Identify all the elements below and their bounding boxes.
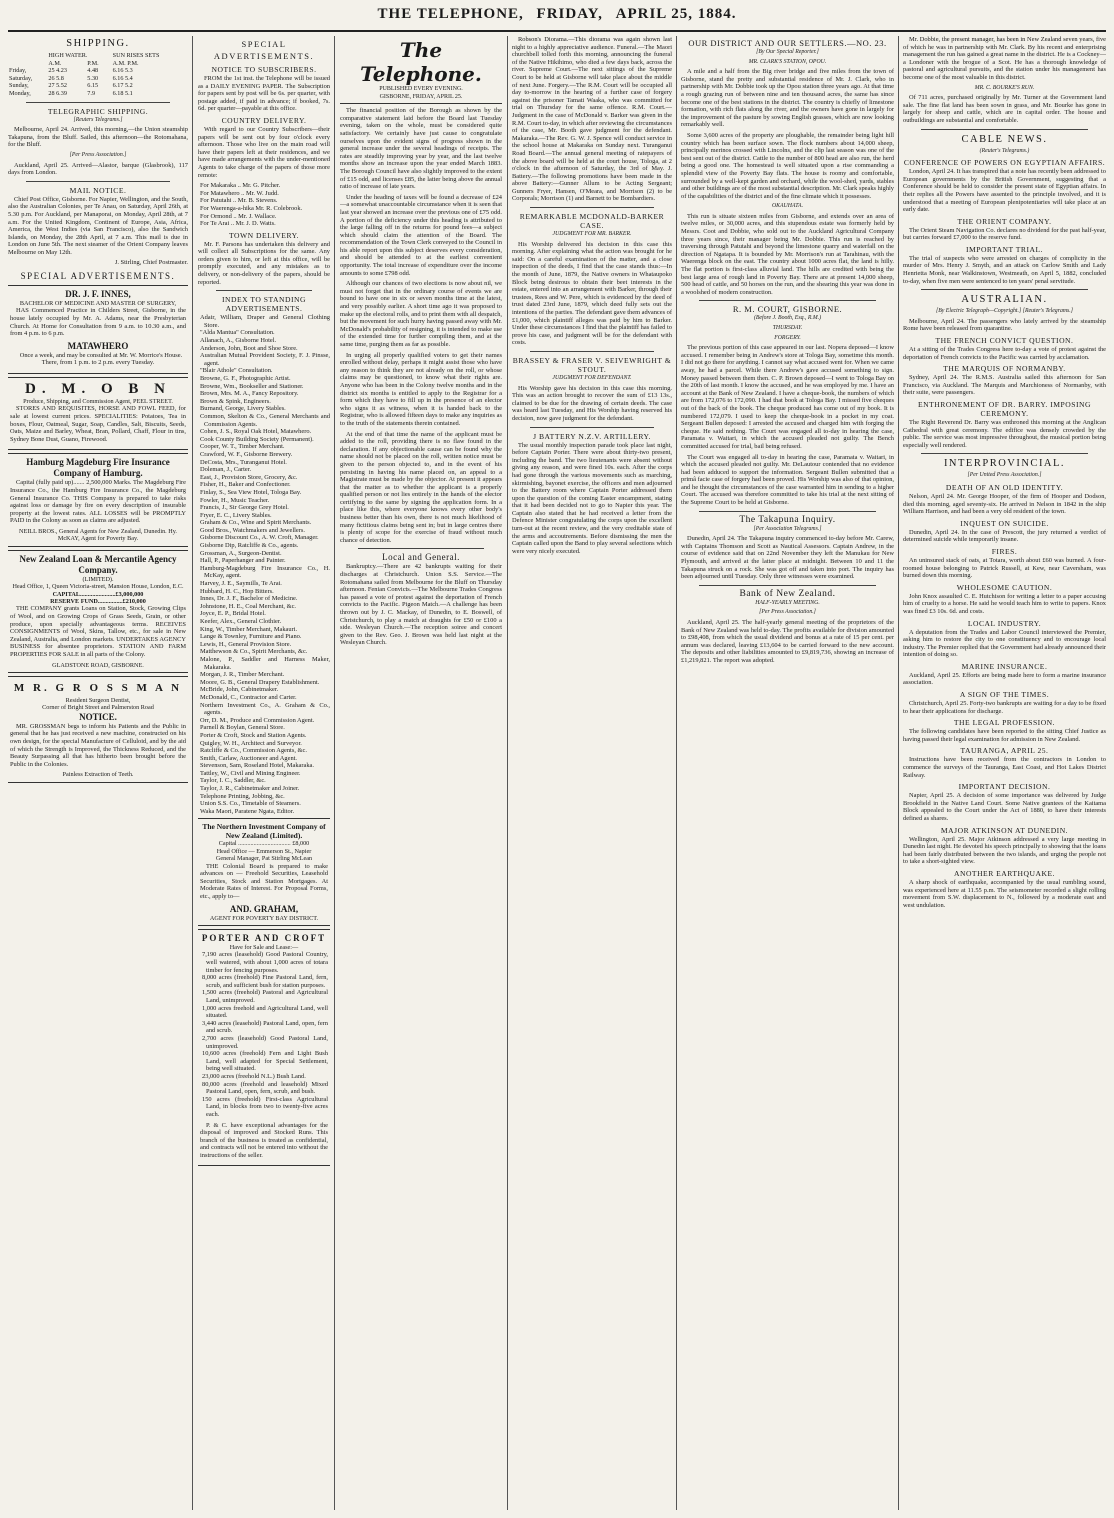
- northern-manager: General Manager, Pat Stirling McLean: [215, 855, 313, 863]
- local-general-heading: Local and General.: [382, 552, 460, 563]
- loan-advertisement: [8, 550, 188, 673]
- northern-capital: Capital .................................. £8,000: [218, 840, 310, 848]
- graham-name: AND. GRAHAM,: [229, 903, 299, 914]
- rm-court-heading: R. M. COURT, GISBORNE.: [732, 304, 843, 315]
- list-item: Waka Maori, Paratene Ngata, Editor.: [200, 807, 295, 815]
- column-6: [903, 36, 1106, 1510]
- list-item: Francis, J., Sir George Grey Hotel.: [200, 504, 289, 512]
- battery-heading: J BATTERY N.Z.V. ARTILLERY.: [533, 431, 651, 441]
- column-2: [198, 36, 330, 1510]
- battery-text: The usual monthly inspection parade took place last night, before Captain Porter. There were about thirty-two present, including the band. The two lieutenants were absent without giving any reason, and were fined 10s. each. After the corps had gone through the various movements such as marching, skirmishing, bayonet exercise, the officers and men adjourned to the Battery room where Captain Porter addressed them upon the question of the coming Easter encampment, stating that it had been decided not to go to Napier this year. The Captain also stated that he had received a letter from the Defence Minister congratulating the corps upon the excellent turn-out at the recent review, and the very creditable state of the arms and accoutrements. Before dismissing the men the Captain called upon the Band to play several selections which were very nicely executed.: [512, 441, 672, 555]
- bank-heading: Bank of New Zealand.: [739, 588, 836, 599]
- town-delivery-heading: TOWN DELIVERY.: [229, 230, 299, 240]
- porter-croft-subtitle: Have for Sale and Lease:—: [229, 944, 299, 952]
- divider: [26, 102, 170, 103]
- committal-text: The Court was engaged all to-day in hearing the case, Paramata v. Waitari, in which the accused pleaded not guilty. Mr. DeLautour contended that no evidence had been adduced to support the information. Sergeant Bullen submitted that a primâ facie case of forgery had been proved. His Worship was also of that opinion, and he thought the circumstances of the case warranted him in sending to a higher Court. The accused was therefore committed to take his trial at the next sitting of the Supreme Court to be held at Gisborne.: [681, 453, 894, 507]
- list-item: Taylor, J. R., Cabinetmaker and Joiner.: [200, 785, 300, 793]
- masthead-paper-name: THE TELEPHONE,: [377, 6, 524, 22]
- divider: [699, 585, 876, 586]
- loan-heading: New Zealand Loan & Mercantile Agency Company.: [19, 553, 177, 575]
- tide-header-cell: [8, 52, 47, 60]
- atkinson-heading: MAJOR ATKINSON AT DUNEDIN.: [940, 825, 1069, 835]
- innes-advertisement: [8, 285, 188, 374]
- bank-text: Auckland, April 25. The half-yearly general meeting of the proprietors of the Bank of New Zealand was held to-day. The profits available for division amounted to £98,408, from which the usual dividend and bonus at a rate of 15 per cent. per annum was declared, leaving £13,604 to be carried forward to the new account. The deposits and other liabilities amounted to £9,819,736, showing an increase of £1,219,821. The report was adopted.: [681, 619, 894, 664]
- list-item: Ratcliffe & Co., Commission Agents, &c.: [200, 747, 307, 755]
- list-item: Moore, G. B., General Drapery Establishment.: [200, 678, 320, 686]
- column-rule: [334, 36, 335, 1510]
- article-paragraph: At the end of that time the name of the applicant must be added to the roll, providing there is no flaw found in the declaration. If any objectionable cause can be found why the name should not be placed on the roll, written notice must be given to the person objected to, and in the event of his persisting in having his name placed on, an appeal to a Magistrate must be made by the objector. At present it appears that the matter as to whether the applicant is a properly qualified person or not lies entirely in the hands of the elector certifying to the same by signing the application form. In a place like this, where everyone knows every other body's business better than his own, there is not much likelihood of many fictitious claims being sent in; but in large centres there is plenty of scope for the exercise of fraud without much chance of detection.: [340, 430, 502, 544]
- tide-header-row: [8, 52, 188, 60]
- suicide-heading: INQUEST ON SUICIDE.: [960, 518, 1049, 528]
- french-text: At a sitting of the Trades Congress here to-day a vote of protest against the deportation of French convicts to the Pacific was carried by acclamation.: [903, 346, 1106, 361]
- earthquake-heading: ANOTHER EARTHQUAKE.: [953, 868, 1055, 878]
- tide-pm: 5.30: [87, 74, 99, 82]
- takapuna-text: Dunedin, April 24. The Takapuna inquiry commenced to-day before Mr. Carew, with Captains Thomson and Scott as Nautical Assessors. Captain Andrew, in the course of evidence said that on 22nd November they left the Manukau for New Plymouth, and arrived at the latter place at midnight. Between 10 and 11 the Takapuna struck on a rock. She was got off and taken into port. The inquiry has been adjourned until Tuesday. Only three witnesses were examined.: [681, 535, 894, 581]
- list-item: Gisborne Dip, Ratcliffe & Co., agents.: [200, 542, 299, 550]
- industry-text: A deputation from the Trades and Labor Council interviewed the Premier, asking him to restore the city to one constituency and to encourage local industry. The Premier replied that the Government had already announced their intention of doing so.: [903, 628, 1106, 659]
- tide-am-value: 4.23: [56, 67, 67, 75]
- list-item: Keefer, Alex., General Clothier.: [200, 618, 282, 625]
- list-item: Telephone Printing, Jobbing, &c.: [200, 792, 285, 800]
- list-item: Browne, Wm., Bookseller and Stationer.: [200, 382, 304, 390]
- grossman-name: M R. G R O S S M A N: [13, 681, 183, 694]
- identity-heading: DEATH OF AN OLD IDENTITY.: [945, 482, 1064, 492]
- tide-subheader-cell: A.M. P.M.: [112, 59, 139, 67]
- list-item: Lange & Townley, Furniture and Piano.: [200, 633, 302, 641]
- tide-am-value: 5.8: [56, 74, 64, 82]
- list-item: 150 acres (freehold) First-class Agricultural Land, in blocks from two to twenty-five acres each.: [202, 1095, 328, 1118]
- dateline: GISBORNE, FRIDAY, APRIL 25.: [379, 93, 463, 100]
- published-line: PUBLISHED EVERY EVENING.: [379, 86, 463, 92]
- porter-croft-footer: P. & C. have exceptional advantages for the disposal of improved and Stocked Runs. This branch of the business is treated as confidential, and contracts will not be entered into without the instructions of the seller.: [200, 1121, 328, 1159]
- tide-sun: 6.16 5.3: [112, 67, 133, 75]
- list-item: 7,190 acres (leasehold) Good Pastoral Country, well watered, with about 1,000 acres of totara timber for fencing purposes.: [202, 951, 328, 974]
- dobbie-text: Mr. Dobbie, the present manager, has been in New Zealand seven years, five of which he was in partnership with Mr. Clark. By his recent and enterprising management the run has gained a great name in the district. He is a Cockney—a Londoner with the brogue of a Scot. He has a thorough knowledge of pastoral and agricultural pursuits, and the station under his management has become one of the most valuable in this district.: [903, 36, 1106, 81]
- tide-sun: 6.17 5.2: [112, 82, 133, 90]
- list-item: 8,000 acres (freehold) Fine Pastoral Land, fern, scrub, and sufficient bush for station purposes.: [202, 974, 328, 989]
- grossman-notice: NOTICE.: [79, 711, 117, 722]
- district-heading: OUR DISTRICT AND OUR SETTLERS.—NO. 23.: [688, 38, 887, 48]
- agent-list: [198, 182, 330, 228]
- divider: [530, 427, 654, 428]
- tide-table: [8, 52, 188, 98]
- fires-text: An uninsured stack of oats, at Totara, worth about £60 was burned. A four-roomed house belonging to Patrick Russell, at Kew, near Caversham, was burned down this morning.: [903, 556, 1106, 580]
- list-item: Malone, P., Saddler and Harness Maker, Makaraka.: [200, 655, 330, 671]
- loan-address: GLADSTONE ROAD, GISBORNE.: [52, 661, 144, 669]
- list-item: Graham & Co., Wine and Spirit Merchants.: [200, 519, 312, 527]
- brassey-case-heading: BRASSEY & FRASER V. SEIVEWRIGHT & STOUT.: [512, 355, 672, 374]
- mcdonald-case-heading: REMARKABLE MCDONALD-BARKER CASE.: [519, 212, 665, 231]
- graham-subtitle: AGENT FOR POVERTY BAY DISTRICT.: [209, 914, 319, 922]
- list-item: Porter & Croft, Stock and Station Agents.: [200, 731, 307, 739]
- bourke-text: Of 711 acres, purchased originally by Mr. Turner at the Government land sale. The fine flat land has been sown in grass, and Mr. Bourke has gone in largely for sheep and cattle, which are in capital order. The house and outbuildings are substantial and comfortable.: [903, 94, 1106, 124]
- article-paragraph: Under the heading of taxes will be found a decrease of £24—a somewhat unaccountable circumstance when it is seen that last year showed an increase over the previous one of £75 odd. A portion of the deficiency under this heading is attributed to the large falling off in the returns for pound fees—a subject which should claim the attention of the Board. The recommendation of the Town Clerk conveyed to the Council in his able report upon this subject deserves every consideration, and should be attended to at the earliest convenient opportunity. The total increase of expenditure over the income amounts to some £798 odd.: [340, 193, 502, 277]
- list-item: Cook County Building Society (Permanent).: [200, 435, 314, 443]
- list-item: Orr, D. M., Produce and Commission Agent.: [200, 716, 315, 724]
- list-item: Crawford, W. F., Gisborne Brewery.: [200, 450, 293, 458]
- conference-text: London, April 24. It has transpired that a note has recently been addressed to European governments by the British Government, suggesting that a Conference should be held to consider the present state of Egyptian affairs. In their replies all the Powers have assented to the principle involved, and it is understood that a meeting of European plenipotentiaries will take place at an early date.: [903, 168, 1106, 214]
- rm-court-text: The previous portion of this case appeared in our last. Nopera deposed—I know accused. I remember being in Andrew's store at Tologa Bay, sometime this month. I did not go there for anything. I cannot say what accused went for. When we came away, he had a parcel. While there Andrew's gave accused something to sign. Money passed between them then. C. P. Brown deposed—I went to Tologa Bay on the 20th of last month. I know the accused, and he was employed by me. I have an account at the Bank of New Zealand. I have a cheque-book, the numbers of which are from 172,076 to 172,090. I had that book at Tologa Bay. I missed five cheques out of the back of the book. The cheque produced has come out of my book. It is numbered 172,079. I used to keep the cheque-book in a pocket in my coat. Sergeant Bullen deposed: I arrested the accused and charged him with forging the cheque. He said nothing. The Court was engaged all to-day in hearing the case, Paramata v. Waitari, in which the accused pleaded not guilty. The Bench committed accused for trial, bail being refused.: [681, 344, 894, 450]
- loan-capital: CAPITAL.......................£3,000,000: [52, 590, 144, 598]
- list-item: Morgan, J. R., Timber Merchant.: [200, 671, 285, 679]
- decision-text: Napier, April 25. A decision of some importance was delivered by Judge Brookfield in the Native Land Court. Some Native grantees of the Kaitama Block appealed to the Court under the Act of 1880, to have their interests defined as shares.: [903, 792, 1106, 822]
- list-item: 80,000 acres (freehold and leasehold) Mixed Pastoral Land, open, fern, scrub, and bush.: [202, 1080, 328, 1096]
- divider: [921, 129, 1088, 130]
- list-item: Union S.S. Co., Timetable of Steamers.: [200, 800, 301, 808]
- local-general-text: Bankruptcy.—There are 42 bankrupts waiting for their discharges at Christchurch. Union S.S. Service.—The Rotomahana sailed from Melbourne for the Bluff on Thursday afternoon. Fenian Convicts.—The Melbourne Trades Congress has passed a vote of protest against the deportation of French convicts to the Pacific. Pigeon Match.—A challenge has been thrown out by J. C. Mackay, of Dunedin, to E. Boswell, of Christchurch, to play a match at draughts for £50 or £100 a side. Wesleyan Church.—The reception soiree and concert given to the Rev. Geo. J. Brown was held last night at the Wesleyan Church.: [340, 563, 502, 647]
- orient-heading: THE ORIENT COMPANY.: [957, 216, 1052, 226]
- local-notes-text: Robson's Diorama.—This diorama was again shown last night to a highly appreciative audience. Funeral.—The Maori churchbell tolled forth this morning, announcing the funeral of the Native Hikihimo, who died a few days back, across the river. Supreme Court.—The next sittings of the Supreme Court to be held at Gisborne will take place about the middle of next June. Forgery.—The R.M. Court will be occupied all day to-morrow in the hearing of a further case of forgery against the prisoner Tamati Waaka, who was committed for trial on Thursday for the same offence. R.M. Court.—Judgment in the case of McDonald v. Barker was given in the R.M. Court to-day, in which after reviewing the circumstances of the case, Mr. Booth gave judgment for the defendant. Makaraka.—The Rev. G. W. J. Spence will conduct service in the school house at Makaraka on Sunday next. Turanganui Road Board.—The annual general meeting of ratepayers of the above board will be held at the court house, Tologa, at 2 o'clock in the afternoon of Saturday, the 3rd of May. J. Battery.—The following promotions have been made in the above Battery:—Gunner Allum to be Acting Sergeant; Gunners Fryer, Hansen, O'Meara, and Morrison (2) to be Corporals; Morrison (1) and Barnett to be Bombardiers.: [512, 36, 672, 203]
- list-item: Gisborne Discount Co., A. W. Croft, Manager.: [200, 534, 319, 542]
- list-item: For Ormond .. Mr. J. Wallace.: [200, 212, 277, 220]
- painless-extraction: Painless Extraction of Teeth.: [62, 771, 134, 779]
- times-text: Christchurch, April 25. Forty-two bankrupts are waiting for a day to be fixed to hear their applications for discharge.: [903, 700, 1106, 715]
- list-item: Smith, Carlaw, Auctioneer and Agent.: [200, 754, 298, 762]
- list-item: King, W., Timber Merchant, Makauri.: [200, 625, 298, 633]
- list-item: Hubbard, H. C., Hop Bitters.: [200, 587, 274, 595]
- list-item: 1,000 acres freehold and Agricultural Land, well situated.: [202, 1004, 328, 1020]
- mail-notice-text: Chief Post Office, Gisborne. For Napier, Wellington, and the South, also the Australian Colonies, per Te Anau, on Saturday, April 26th, at 5.30 p.m. For Auckland, per Manaporai, on Monday, April 28th, at 7 a.m. For the United Kingdom, Continent of Europe, Asia, Africa, America, the West Indies (via San Francisco), also the Sandwich Islands, on Monday, the 28th April, at 7 a.m. This mail is due in London on June 5th. The next steamer of the Orient Company leaves Melbourne on May 12th.: [8, 195, 188, 256]
- list-item: DeCosta, Mrs., Turanganui Hotel.: [200, 458, 287, 466]
- barry-text: The Right Reverend Dr. Barry was enthroned this morning at the Anglican Cathedral with great ceremony. The edifice was densely crowded by the public. The service was most impressive throughout, the musical portion being especially well rendered.: [903, 419, 1106, 449]
- list-item: 23,000 acres (freehold N.L.) Bush Land.: [202, 1072, 306, 1080]
- tide-am: [47, 90, 86, 98]
- list-item: Grossman, A., Surgeon-Dentist.: [200, 549, 282, 557]
- takapuna-source: [Per Association Telegrams.]: [753, 525, 822, 532]
- rm-court-day: THURSDAY.: [772, 325, 803, 331]
- list-item: "Alda Mantua" Consultation.: [200, 329, 275, 337]
- grossman-text: MR. GROSSMAN begs to inform his Patients and the Public in general that he has just received a new machine, constructed on his own design, for the special Manufacture of Celluloid, and by the aid of which the Strength is Improved, the Thickness Reduced, and the Beauty Surpassing all that has hitherto been brought before the Public in the Colonies.: [10, 722, 186, 768]
- brassey-case-subheading: JUDGMENT FOR DEFENDANT.: [552, 374, 632, 381]
- brassey-case-text: His Worship gave his decision in this case this morning. This was an action brought to recover the sum of £13 13s., claimed to be due for the drawing of certain deeds. The case was heard last Tuesday, and His Worship having reserved his decision, now gave judgment for the defendant.: [512, 384, 672, 422]
- column-5: [681, 36, 894, 1510]
- divider: [530, 207, 654, 208]
- divider: [530, 351, 654, 352]
- tide-date: 27: [48, 82, 55, 90]
- press-source: [Per Press Association.]: [69, 151, 127, 158]
- tide-am: [47, 82, 86, 90]
- column-1: [8, 36, 188, 1510]
- special-ads-heading: SPECIAL ADVERTISEMENTS.: [213, 39, 315, 61]
- list-item: Brown, Mrs. M. A., Fancy Repository.: [200, 390, 299, 398]
- french-heading: THE FRENCH CONVICT QUESTION.: [935, 336, 1074, 346]
- tide-day: Friday,: [9, 67, 27, 75]
- hamburg-heading: Hamburg Magdeburg Fire Insurance Company of Hamburg.: [26, 457, 170, 479]
- grossman-address: Corner of Bright Street and Palmerston Road: [42, 704, 154, 712]
- list-item: Brown & Spink, Engineers.: [200, 397, 271, 405]
- loan-reserve: RESERVE FUND................£210,000: [50, 598, 146, 605]
- orr-text: STORES AND REQUISITES, HORSE AND FOWL FEED, for sale at lowest current prices. SPECIALITIES: Potatoes, Tea in boxes, Flour, Oatmeal, Sugar, Soap, Candles, Salt, Biscuits, Seeds, Oats, Maize and Barley, Wheat, Bran, Pollard, Chaff, Flour in tins, Sydney Bone Dust, Guano, Firewood.: [10, 405, 186, 443]
- tide-row: [8, 90, 188, 98]
- list-item: 10,600 acres (freehold) Fern and Light Bush Land, well adapted for Special Settlement, being well situated.: [202, 1050, 328, 1073]
- divider: [358, 548, 484, 549]
- bourke-heading: MR. C. BOURKE'S RUN.: [974, 84, 1035, 91]
- leading-article: [340, 107, 502, 544]
- list-item: For Makaraka .. Mr. G. Pitcher.: [200, 182, 281, 190]
- bank-source: [Per Press Association.]: [759, 609, 816, 616]
- newspaper-nameplate: The Telephone.: [360, 38, 482, 86]
- article-paragraph: In urging all properly qualified voters to get their names enrolled without delay, perhaps it might assist those who have any reason to think they are not already on the roll, or whose claims may be questioned, to know what their rights are. Anyone who has been in the Colony twelve months and in the district six months is entitled to apply to the Registrar for a form which they have to fill up in the presence of an elector who signs it as witness, when it is handed back to the Registrar, who is allowed fifteen days to make any inquiries as to the truth of the statements therein contained.: [340, 351, 502, 427]
- legal-heading: THE LEGAL PROFESSION.: [953, 718, 1056, 728]
- tide-header-cell: SUN RISES SETS: [112, 52, 160, 59]
- northern-heading: The Northern Investment Company of New Zealand (Limited).: [202, 822, 326, 841]
- telegraphic-text: Melbourne, April 24. Arrived, this morning,—the Union steamship Takapuna, from the Bluff. Sailed, this afternoon—the Rotomahana, for the Bluff.: [8, 126, 188, 149]
- mail-notice-heading: MAIL NOTICE.: [69, 185, 127, 195]
- normanby-text: Sydney, April 24. The R.M.S. Australia sailed this afternoon for San Francisco, via Auckland. The Marquis and Marchioness of Normanby, with their suite, were passengers.: [903, 374, 1106, 397]
- column-rule: [676, 36, 677, 1510]
- list-item: Johnstone, H. E., Coal Merchant, &c.: [200, 602, 297, 610]
- loan-text: THE COMPANY grants Loans on Station, Stock, Growing Clips of Wool, and on Growing Crops of Grass Seeds, Grain, or other produce, upon specially advantageous terms. RECEIVES CONSIGNMENTS of Wool, Skins, Tallow, etc., for sale in New Zealand, Australia, and London markets. UNDERTAKES AGENCY BUSINESS for absentee proprietors. STATION AND FARM PROPERTIES FOR SALE in all parts of the Colony.: [10, 605, 186, 658]
- list-item: McBride, John, Cabinetmaker.: [200, 686, 279, 694]
- northern-text: THE Colonial Board is prepared to make advances on — Freehold Securities, Leasehold Securities, Stock and Station Mortgages. At Moderate Rates of Interest. For Proposal Forms, etc., apply to—: [200, 862, 328, 901]
- list-item: McDonald, C., Contractor and Carter.: [200, 693, 297, 701]
- column-rule: [507, 36, 508, 1510]
- list-item: Joyce, E. P., Bridal Hotel.: [200, 610, 266, 618]
- suicide-text: Dunedin, April 24. In the case of Prescott, the jury returned a verdict of determined suicide while temporarily insane.: [903, 528, 1106, 544]
- list-item: Adair, William, Draper and General Clothing Store.: [200, 314, 330, 329]
- list-item: Anderson, John, Boot and Shoe Store.: [200, 344, 298, 352]
- marine-text: Auckland, April 25. Efforts are being made here to form a marine insurance association.: [903, 671, 1106, 687]
- australian-heading: AUSTRALIAN.: [961, 294, 1048, 306]
- column-rule: [192, 36, 193, 1510]
- tide-am: [47, 75, 86, 83]
- list-item: Common, Skelton & Co., General Merchants and Commission Agents.: [200, 412, 330, 428]
- list-item: Quigley, W. H., Architect and Surveyor.: [200, 739, 302, 747]
- loan-limited: (LIMITED).: [82, 575, 114, 583]
- masthead-date: APRIL 25, 1884.: [615, 6, 737, 22]
- loan-office: Head Office, 1, Queen Victoria-street, Mansion House, London, E.C.: [12, 583, 184, 591]
- porter-croft-heading: PORTER AND CROFT: [201, 933, 327, 944]
- list-item: 3,440 acres (leasehold) Pastoral Land, open, fern and scrub.: [202, 1019, 328, 1035]
- tide-row: [8, 82, 188, 90]
- orr-subtitle: Produce, Shipping, and Commission Agent, PEEL STREET.: [23, 398, 173, 406]
- clark-station-text: A mile and a half from the Big river bridge and five miles from the town of Gisborne, stand the pretty and substantial residence of Mr. J. Clark, who in partnership with Mr. Dobbie took up the Opou station three years ago. At that time a rough grazing run of between nine and ten thousand acres, the same has since become one of the best stations in the district. The country is chiefly of limestone formation, with rich flats along the river, and the owners have gone in largely for the improvement of the pasture by sowing English grasses, which are now looking remarkably well.: [681, 68, 894, 129]
- list-item: Fowler, H., Music Teacher.: [200, 496, 270, 504]
- tide-day: Saturday,: [9, 74, 33, 82]
- list-item: 2,700 acres (leasehold) Good Pastoral Land, unimproved.: [202, 1034, 328, 1050]
- orr-advertisement: [8, 377, 188, 450]
- list-item: Innes, Dr. J. F., Bachelor of Medicine.: [200, 595, 298, 603]
- list-item: Hamburg-Magdeburg Fire Insurance Co., H. McKay, agent.: [200, 564, 330, 580]
- article-paragraph: The financial position of the Borough as shown by the comparative statement laid before the Board last Tuesday evening, taken on the whole, must be considered quite satisfactory. We certainly have just cause to congratulate ourselves upon the evident signs of progress shown in the general increase under the several headings of receipts. The rates are steadily improving year by year, and the last twelve months show an increase upon the year ended March 1883. The Borough Council have also slightly improved to the extent of £15 odd, and licenses £85, the latter being above the annual ratio of increase of late years.: [340, 107, 502, 191]
- list-item: Stevenson, Sam, Roseland Hotel, Makaraka.: [200, 762, 314, 770]
- column-rule: [898, 36, 899, 1510]
- tide-subheader-cell: [8, 60, 47, 68]
- list-item: 1,500 acres (freehold) Pastoral and Agricultural Land, unimproved.: [202, 989, 328, 1004]
- clark-station-text-2: Some 3,600 acres of the property are ploughable, the remainder being light hill country which has been surface sown. The flock numbers about 14,000 sheep, principally merinos crossed with Lincolns, and the clip last season was one of the best sent out of the district. Cattle to the number of 800 head are also run, the herd being a good one. The homestead is well situated upon a rise commanding a splendid view of the Poverty Bay flats. The house is roomy and comfortable, surrounded by a well-kept garden and orchard, while the wool-shed, yards, stables and other buildings are of the most substantial description. Mr. Clark speaks highly of the capabilities of the district and of the fine climate which it possesses.: [681, 131, 894, 200]
- innes-degree: BACHELOR OF MEDICINE AND MASTER OF SURGERY,: [19, 300, 177, 308]
- decision-heading: IMPORTANT DECISION.: [958, 782, 1051, 792]
- marine-heading: MARINE INSURANCE.: [961, 661, 1048, 671]
- notice-subscribers-text: FROM the 1st inst. the Telephone will be issued as a DAILY EVENING PAPER. The Subscription for papers sent by post will be 6s. per quarter, with postage added, if paid in advance; if booked, 7s. 6d. per quarter—payable at this office.: [198, 75, 330, 113]
- press-text: Auckland, April 25. Arrived—Alastor, barque (Glasbrook), 117 days from London.: [8, 161, 188, 177]
- okauhata-text: This run is situate sixteen miles from Gisborne, and extends over an area of twelve miles, or 30,000 acres, and this stupendous estate was formerly held by Messrs. Coot and Dobbie, who sold out to the Auckland Agricultural Company three years since, their manager being Mr. Dobbie. This run is reached by traversing through Patutahi and beyond the limestone quarry and waterfall on the direction of Ngatapa. It is bounded by Mr. Morrison's run at Tarahinau, with the Waerenga block on the east. The country about 1000 acres flat, the land is hilly. The flat portion is first-class alluvial land. The hills are credited with being the best large area of rough land in Poverty Bay. There are at present 14,000 sheep, 500 head of cattle, and 50 horses on the run, and the shearing this year was done in a woolshed of modern construction.: [681, 212, 894, 296]
- northern-advertisement: [198, 818, 330, 926]
- tide-header-cell: HIGH WATER.: [48, 52, 88, 59]
- interprovincial-heading: INTERPROVINCIAL.: [943, 458, 1066, 470]
- list-item: Harvey, J. E., Saymills, Te Arai.: [200, 580, 282, 588]
- cable-news-heading: CABLE NEWS.: [961, 133, 1048, 145]
- list-item: For Patutahi .. Mr. B. Stevens.: [200, 197, 278, 205]
- orient-text: The Orient Steam Navigation Co. declares no dividend for the past half-year, but carries forward £7,000 to the reserve fund.: [903, 226, 1106, 242]
- tide-subheader-cell: P.M.: [87, 59, 99, 67]
- column-4: [512, 36, 672, 1510]
- rm-court-case: FORGERY.: [774, 334, 801, 341]
- tauranga-heading: TAURANGA, APRIL 25.: [960, 746, 1049, 756]
- list-item: Taylor, I. C., Saddler, &c.: [200, 777, 266, 785]
- list-item: Parnell & Boylan, General Store.: [200, 724, 285, 732]
- australian-text: Melbourne, April 24. The passengers who lately arrived by the steamship Rome have been released from quarantine.: [903, 317, 1106, 333]
- takapuna-heading: The Takapuna Inquiry.: [739, 514, 836, 525]
- mcdonald-case-subheading: JUDGMENT FOR MR. BARKER.: [552, 231, 632, 238]
- divider: [26, 181, 170, 182]
- tide-row: [8, 67, 188, 75]
- identity-text: Nelson, April 24. Mr. George Hooper, of the firm of Hooper and Dodson, died this morning, aged seventy-six. He arrived in Nelson in 1842 in the ship William Harrison, and had been a very old resident of the town.: [903, 492, 1106, 516]
- list-item: Finlay, S., Sea View Hotel, Tologa Bay.: [200, 488, 302, 496]
- tide-pm: 7.9: [87, 89, 96, 97]
- publication-notice: [340, 86, 502, 104]
- column-3: [340, 36, 502, 1510]
- divider: [216, 290, 312, 291]
- tide-day: Sunday,: [9, 82, 29, 90]
- telegraphic-shipping-heading: TELEGRAPHIC SHIPPING.: [47, 106, 149, 116]
- list-item: Burnand, George, Livery Stables.: [200, 405, 286, 413]
- tide-date: 25: [48, 67, 55, 75]
- masthead-day: FRIDAY,: [536, 6, 603, 22]
- mcdonald-case-text: His Worship delivered his decision in this case this morning. After explaining what the action was brought for he said: On a careful examination of the matter, and a close inspection of the deeds, I find that the case stands thus:—In the month of June, 1879, the Native owners in Whataupoko Block being desirous to obtain their beet interests in the estate, entered into an arrangement with Barker, through their trustees, Rees and W. Pere, which is evidenced by the deed of trust dated 23rd June, 1879, which deed fully sets out the intentions of the parties. The defendant gave them advances of £1,000, which plaintiff alleges was paid by him to Barker. Under these circumstances I find that the plaintiff has failed to prove his case, and judgment will be for the defendant with costs.: [512, 240, 672, 347]
- clark-station-heading: MR. CLARK'S STATION, OPOU.: [748, 58, 827, 65]
- rm-court-bench: (Before J. Booth, Esq., R.M.): [753, 315, 822, 322]
- grossman-advertisement: [8, 676, 188, 783]
- normanby-heading: THE MARQUIS OF NORMANBY.: [943, 364, 1066, 374]
- list-item: Fryer, E. C., Livery Stables.: [200, 511, 272, 519]
- shipping-heading: SHIPPING.: [66, 38, 130, 49]
- barry-heading: ENTHRONEMENT OF DR. BARRY. IMPOSING CEREMONY.: [918, 400, 1091, 418]
- country-delivery-heading: COUNTRY DELIVERY.: [221, 115, 307, 125]
- caution-heading: WHOLESOME CAUTION.: [956, 582, 1053, 592]
- index-list: [198, 314, 330, 815]
- list-item: For Matawhero .. Mr. W. Judd.: [200, 189, 279, 197]
- list-item: For Te Arai .. Mr. J. D. Watts.: [200, 220, 276, 228]
- tide-day: Monday,: [9, 89, 31, 97]
- list-item: Doleman, J., Carter.: [200, 466, 252, 474]
- trial-heading: IMPORTANT TRIAL.: [965, 244, 1044, 254]
- mail-notice-signature: J. Stirling, Chief Postmaster.: [114, 259, 188, 267]
- article-paragraph: Although our chances of two elections is now about nil, we must not forget that in the ordinary course of events we are bound to have one in six or seven months time at the latest, and very possibly earlier. A short time ago it was proposed to make up the electoral rolls, and to print them with all despatch, but the movement for such hurry having passed away with Mr. McDonald's probability of resigning, it is intended to make use of the extended time for further compiling them, and at the same time, purging them as far as possible.: [340, 280, 502, 348]
- tide-am-value: 5.52: [56, 82, 67, 90]
- northern-office: Head Office — Emmerson St., Napier: [216, 847, 312, 855]
- trial-text: The trial of suspects who were arrested on charges of complicity in the murder of Mrs. Henry J. Smyth, and an attack on Carlow Smith and Lady Henrietta Monk, near Walkinstown, Westmeath, on April 5, 1882, concluded to-day, when five men were sentenced to ten years' penal servitude.: [903, 254, 1106, 285]
- divider: [921, 289, 1088, 290]
- innes-text: HAS Commenced Practice in Childers Street, Gisborne, in the house lately occupied by Mr. A. Adams, near the Presbyterian Church. At Home for Consultation from 9 a.m. to 10.30 a.m., and from 4 p.m. to 6 p.m.: [10, 307, 186, 338]
- tide-sun: 6.18 5.1: [112, 89, 133, 97]
- matawhero-text: Once a week, and may be consulted at Mr. W. Morrice's House. There, from 1 p.m. to 2 p.m. every Tuesday.: [19, 351, 183, 367]
- industry-heading: LOCAL INDUSTRY.: [967, 618, 1042, 628]
- legal-text: The following candidates have been reported to the sitting Chief Justice as having passed their legal examination for admission in New Zealand.: [903, 728, 1106, 743]
- tide-am-value: 6.39: [56, 89, 67, 97]
- tide-date: 26: [48, 74, 55, 82]
- divider: [699, 300, 876, 301]
- list-item: Australian Mutual Provident Society, F. J. Pinsse, agent.: [200, 352, 330, 367]
- divider: [921, 453, 1088, 454]
- tide-subheader-cell: A.M.: [48, 59, 62, 67]
- list-item: "Blair Athole" Consultation.: [200, 367, 273, 375]
- atkinson-text: Wellington, April 25. Major Atkinson addressed a very large meeting in Dunedin last night. He devoted his speech principally to showing that the loans had been fairly distributed between the two islands, and urging the people not to take a short-sighted view.: [903, 835, 1106, 866]
- special-ads-heading: SPECIAL ADVERTISEMENTS.: [20, 271, 176, 282]
- district-byline: [By Our Special Reporter.]: [756, 49, 819, 55]
- town-delivery-text: Mr. F. Parsons has undertaken this delivery and will collect all Subscriptions for the same. Any orders given to him, or left at this office, will be promptly executed, and any mistakes as to delivery, or non-delivery of the papers, should be reported.: [198, 240, 330, 286]
- tide-pm: 6.15: [87, 82, 99, 90]
- fires-heading: FIRES.: [991, 546, 1018, 556]
- tide-pm: 4.48: [87, 67, 99, 75]
- country-delivery-text: With regard to our Country Subscribers—their papers will be sent out by four o'clock every afternoon. Those who live on the main road will have their papers left at their residences, and we have made arrangements with the under-mentioned Agents to take charge of the papers of those more remote:: [198, 125, 330, 179]
- hamburg-signature: NEILL BROS., General Agents for New Zealand, Dunedin. Hy. McKAY, Agent for Poverty Bay.: [19, 527, 177, 543]
- tide-am: [47, 67, 86, 75]
- list-item: Good Bros., Watchmakers and Jewellers.: [200, 526, 305, 534]
- page-masthead: [8, 6, 1106, 32]
- hamburg-text: Capital (fully paid up)....... 2,500,000 Marks. The Magdeburg Fire Insurance Co., the Hamburg Fire Insurance Co., the Magdeburg General Insurance Co. THIS Company is prepared to take risks against loss or damage by fire on every description of insurable property at the lowest rates. ALL LOSSES will be PROMPTLY PAID in the Colony as soon as claims are adjusted.: [10, 479, 186, 525]
- earthquake-text: A sharp shock of earthquake, accompanied by the usual rumbling sound, was experienced here at 11.55 p.m. The seismometer recorded a slight rolling movement from S.W. displacement to N., followed by a moderate east and west undulation.: [903, 878, 1106, 909]
- list-item: For Waerenga-a-hika Mr. R. Colebrook.: [200, 204, 303, 212]
- conference-heading: CONFERENCE OF POWERS ON EGYPTIAN AFFAIRS.: [903, 158, 1106, 168]
- hamburg-advertisement: [8, 453, 188, 546]
- list-item: Hall, P., Paperhanger and Painter.: [200, 557, 286, 565]
- list-item: Cohen, J. S., Royal Oak Hotel, Matawhero.: [200, 428, 312, 436]
- porter-croft-advertisement: [198, 929, 330, 1166]
- list-item: Lewis, H., General Provision Store.: [200, 640, 292, 648]
- list-item: Browne, G. F., Photographic Artist.: [200, 375, 291, 382]
- innes-name: DR. J. F. INNES,: [65, 289, 131, 300]
- telegraphic-source: [Reuters Telegrams.]: [73, 116, 123, 123]
- tide-sun: 6.16 5.4: [112, 74, 133, 82]
- property-list: [200, 951, 328, 1118]
- orr-name: D. M. O B N: [25, 381, 171, 398]
- list-item: East, J., Provision Store, Grocery, &c.: [200, 473, 298, 481]
- australian-source: [By Electric Telegraph—Copyright.] [Reuter's Telegrams.]: [935, 308, 1074, 315]
- tauranga-text: Instructions have been received from the contractors in London to commence the surveys of the Tauranga, East Coast, and Hot Lakes District Railway.: [903, 756, 1106, 779]
- grossman-title: Resident Surgeon Dentist,: [65, 696, 131, 704]
- tide-row: [8, 75, 188, 83]
- tide-date: 28: [48, 89, 55, 97]
- list-item: Northern Investment Co., A. Graham & Co., agents.: [200, 701, 330, 717]
- notice-subscribers-heading: NOTICE TO SUBSCRIBERS.: [211, 65, 317, 74]
- divider: [699, 511, 876, 512]
- times-heading: A SIGN OF THE TIMES.: [959, 690, 1050, 700]
- list-item: Cooper, W. T., Timber Merchant.: [200, 443, 285, 451]
- matawhero-heading: MATAWHERO: [67, 340, 129, 351]
- list-item: Allanach, A., Gisborne Hotel.: [200, 337, 277, 345]
- caution-text: John Knox assaulted C. E. Hutchison for writing a letter to a paper accusing him of cruelty to a horse. He said he would teach him to write to papers. Knox was fined £3 10s. 6d. and costs.: [903, 592, 1106, 615]
- index-heading: INDEX TO STANDING ADVERTISEMENTS.: [222, 295, 306, 314]
- cable-news-source: (Reuter's Telegrams.): [979, 147, 1030, 154]
- okauhata-heading: OKAUHATA.: [771, 203, 804, 210]
- list-item: Matthewson & Co., Spirit Merchants, &c.: [200, 648, 308, 656]
- tide-subheader-row: [8, 60, 188, 68]
- interprovincial-source: [Per United Press Association.]: [967, 472, 1042, 479]
- list-item: Fisher, H., Baker and Confectioner.: [200, 481, 291, 489]
- list-item: Tattley, W., Civil and Mining Engineer.: [200, 769, 301, 777]
- bank-subheading: HALF-YEARLY MEETING.: [755, 599, 820, 606]
